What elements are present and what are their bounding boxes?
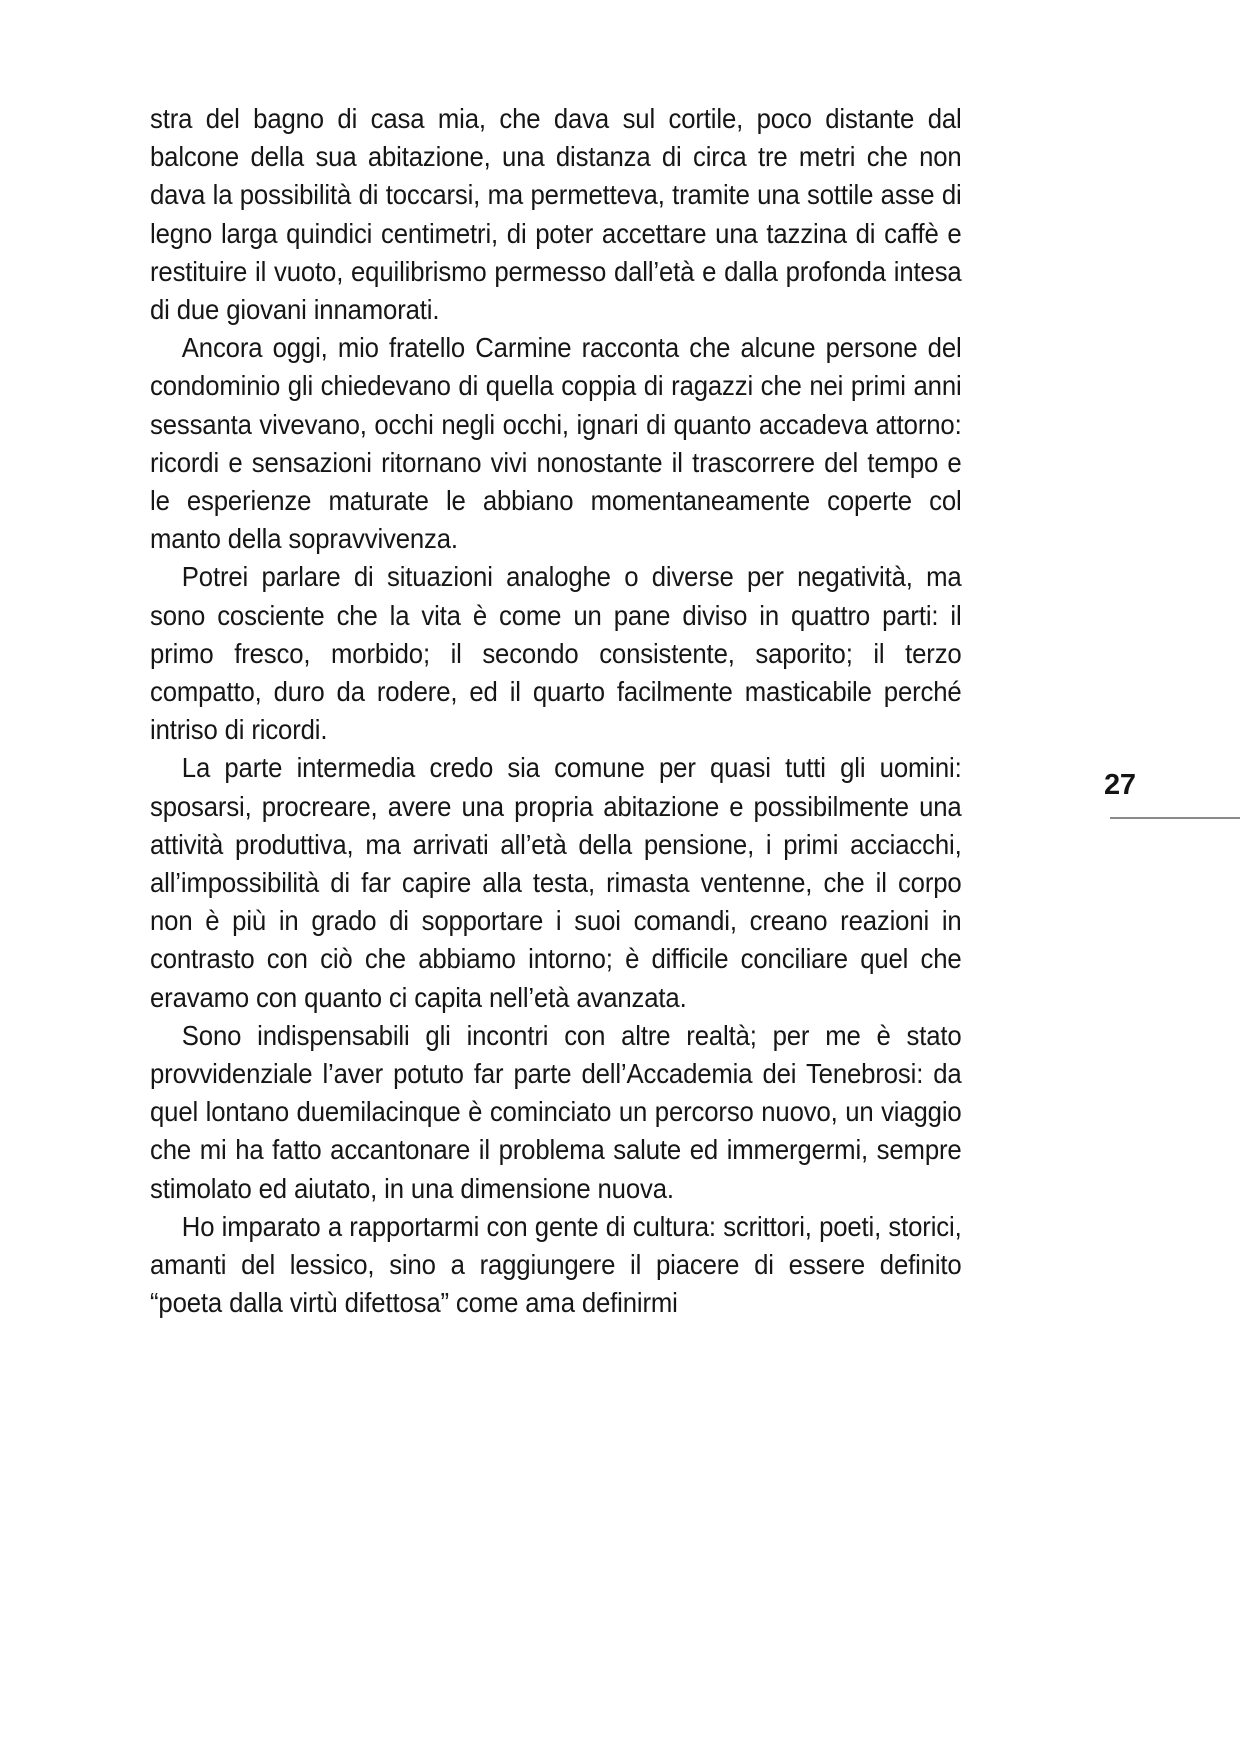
paragraph: Potrei parlare di situazioni analoghe o diverse per negatività, ma sono cosciente che la vita è come un pane diviso in quattro parti: il primo fresco, morbido; il secondo consistente, saporito; il terzo compatto, duro da rodere, ed il quarto facilmente masticabile perché intriso di ricordi.	[150, 561, 962, 746]
body-text-column	[150, 100, 962, 1323]
paragraph: stra del bagno di casa mia, che dava sul cortile, poco distante dal balcone della sua abitazione, una distanza di circa tre metri che non dava la possibilità di toccarsi, ma permetteva, tramite una sottile asse di legno larga quindici centimetri, di poter accettare una tazzina di caffè e restituire il vuoto, equilibrismo permesso dall’età e dalla profonda intesa di due giovani innamorati.	[150, 103, 962, 326]
paragraph: La parte intermedia credo sia comune per quasi tutti gli uomini: sposarsi, procreare, avere una propria abitazione e possibilmente una attività produttiva, ma arrivati all’età della pensione, i primi acciacchi, all’impossibilità di far capire alla testa, rimasta ventenne, che il corpo non è più in grado di sopportare i suoi comandi, creano reazioni in contrasto con ciò che abbiamo intorno; è difficile conciliare quel che eravamo con quanto ci capita nell’età avanzata.	[150, 752, 962, 1013]
paragraph: Ho imparato a rapportarmi con gente di cultura: scrittori, poeti, storici, amanti del lessico, sino a raggiungere il piacere di essere definito “poeta dalla virtù difettosa” come ama definirmi	[150, 1210, 962, 1319]
page-number-rule	[1110, 817, 1240, 819]
page-number: 27	[1104, 769, 1136, 801]
paragraph: Ancora oggi, mio fratello Carmine racconta che alcune persone del condominio gli chiedevano di quella coppia di ragazzi che nei primi anni sessanta vivevano, occhi negli occhi, ignari di quanto accadeva attorno: ricordi e sensazioni ritornano vivi nonostante il trascorrere del tempo e le esperienze maturate le abbiano momentaneamente coperte col manto della sopravvivenza.	[150, 332, 962, 555]
paragraph: Sono indispensabili gli incontri con altre realtà; per me è stato provvidenziale l’aver potuto far parte dell’Accademia dei Tenebrosi: da quel lontano duemilacinque è cominciato un percorso nuovo, un viaggio che mi ha fatto accantonare il problema salute ed immergermi, sempre stimolato ed aiutato, in una dimensione nuova.	[150, 1019, 962, 1204]
